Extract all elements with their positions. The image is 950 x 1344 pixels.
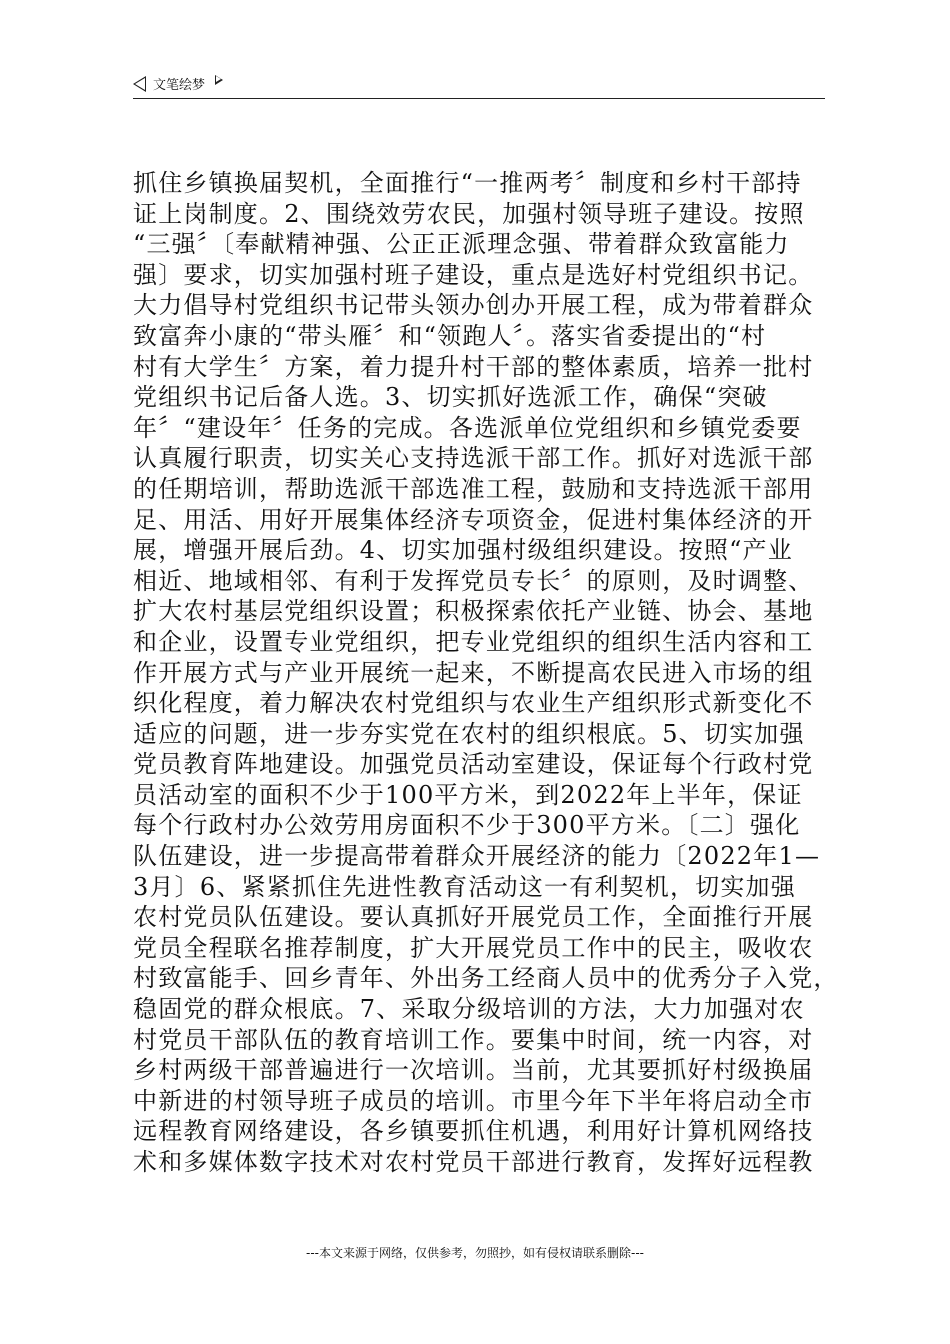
text-line: 队伍建设，进一步提高带着群众开展经济的能力〔2022年1— xyxy=(133,842,821,871)
text-line: 农村党员队伍建设。要认真抓好开展党员工作，全面推行开展 xyxy=(133,903,814,932)
text-line: 每个行政村办公效劳用房面积不少于300平方米。〔二〕强化 xyxy=(133,811,801,840)
text-line: 和企业，设置专业党组织，把专业党组织的组织生活内容和工 xyxy=(133,627,814,656)
text-line: 村有大学生〞方案，着力提升村干部的整体素质，培养一批村 xyxy=(133,352,814,381)
text-line: 足、用活、用好开展集体经济专项资金，促进村集体经济的开 xyxy=(133,505,814,534)
text-line: 抓住乡镇换届契机，全面推行“一推两考〞制度和乡村干部持 xyxy=(133,169,802,197)
text-line: 村党员干部队伍的教育培训工作。要集中时间，统一内容，对 xyxy=(133,1025,814,1054)
text-line: 认真履行职责，切实关心支持选派干部工作。抓好对选派干部 xyxy=(133,444,814,473)
text-line: “三强〞〔奉献精神强、公正正派理念强、带着群众致富能力 xyxy=(133,230,790,259)
text-line: 中新进的村领导班子成员的培训。市里今年下半年将启动全市 xyxy=(133,1086,814,1115)
text-line: 扩大农村基层党组织设置；积极探索依托产业链、协会、基地 xyxy=(133,597,814,626)
document-body xyxy=(133,168,839,1178)
page-footer-disclaimer: ---本文来源于网络，仅供参考，勿照抄，如有侵权请联系删除--- xyxy=(306,1246,644,1260)
text-line: 年〞“建设年〞任务的完成。各选派单位党组织和乡镇党委要 xyxy=(133,413,802,442)
text-line: 术和多媒体数字技术对农村党员干部进行教育，发挥好远程教 xyxy=(133,1148,814,1176)
triangle-right-outline-icon xyxy=(215,75,223,85)
text-line: 展，增强开展后劲。4、切实加强村级组织建设。按照“产业 xyxy=(133,536,793,565)
text-line: 乡村两级干部普遍进行一次培训。当前，尤其要抓好村级换届 xyxy=(133,1056,814,1085)
text-line: 织化程度，着力解决农村党组织与农业生产组织形式新变化不 xyxy=(133,689,814,718)
text-line: 大力倡导村党组织书记带头领办创办开展工程，成为带着群众 xyxy=(133,291,814,320)
text-line: 远程教育网络建设，各乡镇要抓住机遇，利用好计算机网络技 xyxy=(133,1117,814,1146)
text-line: 党组织书记后备人选。3、切实抓好选派工作，确保“突破 xyxy=(133,383,768,412)
text-line: 的任期培训，帮助选派干部选准工程，鼓励和支持选派干部用 xyxy=(133,474,814,503)
text-line: 适应的问题，进一步夯实党在农村的组织根底。5、切实加强 xyxy=(133,719,805,748)
header-brand xyxy=(133,74,223,93)
text-line: 作开展方式与产业开展统一起来，不断提高农民进入市场的组 xyxy=(133,658,814,687)
triangle-left-outline-icon xyxy=(133,76,146,92)
text-line: 党员全程联名推荐制度，扩大开展党员工作中的民主，吸收农 xyxy=(133,933,814,962)
text-line: 3月〕6、紧紧抓住先进性教育活动这一有利契机，切实加强 xyxy=(133,872,796,901)
page-header xyxy=(133,72,825,99)
text-line: 证上岗制度。2、围绕效劳农民，加强村领导班子建设。按照 xyxy=(133,199,805,228)
text-line: 村致富能手、回乡青年、外出务工经商人员中的优秀分子入党， xyxy=(133,964,839,993)
text-line: 强〕要求，切实加强村班子建设，重点是选好村党组织书记。 xyxy=(133,260,814,289)
text-line: 党员教育阵地建设。加强党员活动室建设，保证每个行政村党 xyxy=(133,750,814,779)
text-line: 相近、地域相邻、有利于发挥党员专长〞的原则，及时调整、 xyxy=(133,566,814,595)
text-line: 稳固党的群众根底。7、采取分级培训的方法，大力加强对农 xyxy=(133,995,805,1024)
text-line: 员活动室的面积不少于100平方米，到2022年上半年，保证 xyxy=(133,780,803,809)
text-line: 致富奔小康的“带头雁〞和“领跑人〞。落实省委提出的“村 xyxy=(133,321,767,350)
header-title: 文笔绘梦 xyxy=(153,78,206,93)
